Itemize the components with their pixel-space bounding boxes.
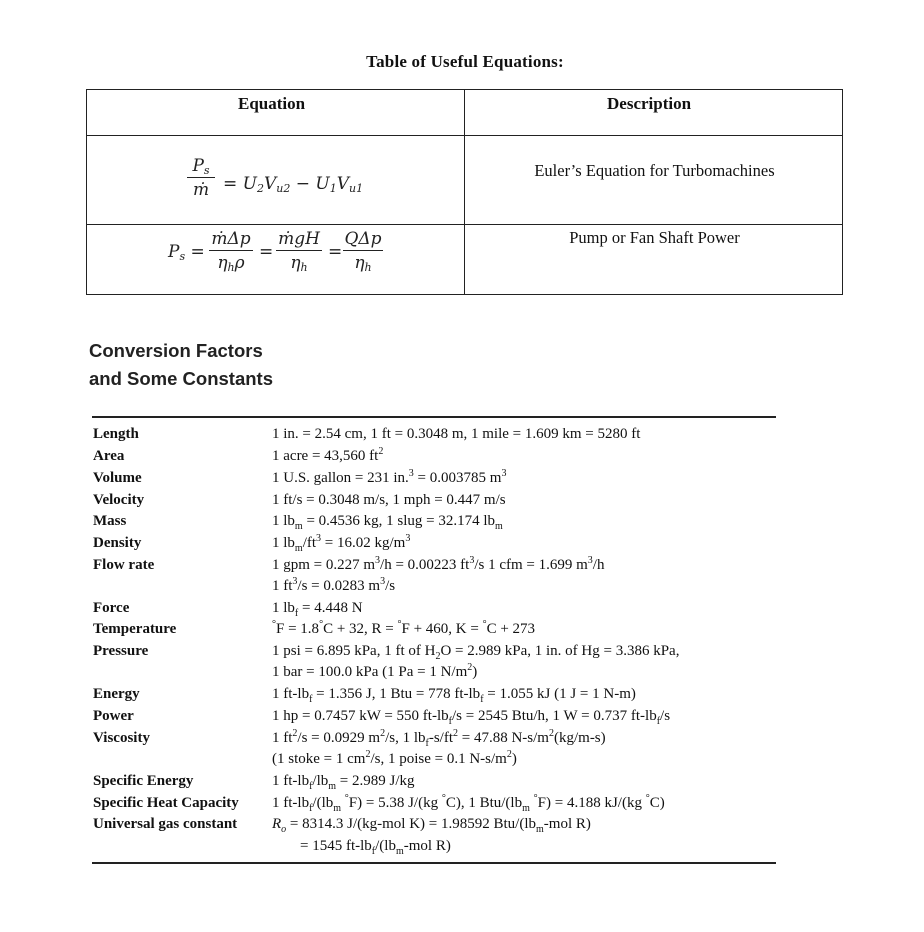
- equations-table: Equation Description $P_s$ ṁ = $U_2V_{u2} - U_1V_{u1}$ Euler’s Equation for Turbomachines $P_s$ = ṁΔp $\eta_h\rho$ = ṁgH $\eta_h$ = QΔp $\eta_h$ Pump or Fan Shaft Power: [86, 89, 843, 295]
- row-divider: [87, 224, 842, 225]
- description-header: Description: [607, 94, 692, 113]
- fraction-ps-over-mdot: $P_s$ ṁ: [187, 156, 215, 200]
- row-value: 1 psi = 6.895 kPa, 1 ft of $H_2O = 2.989$ kPa, 1 in. of Hg = 3.386 kPa,: [272, 643, 680, 662]
- row-label: Temperature: [93, 621, 177, 637]
- row-value: $R_o = 8314.3$ J/(kg-mol K) = 1.98592 Btu/($lb_m$-mol R): [272, 816, 591, 835]
- row-value: 1 $ft-lb_f = 1.356$ J, 1 Btu = 778 $ft-lb_f = 1.055$ kJ (1 J = 1 N-m): [272, 686, 636, 705]
- ps-equals: $P_s$ =: [168, 242, 205, 263]
- row-value: 1 $ft-lb_f/lb_m = 2.989$ J/kg: [272, 773, 415, 792]
- row-value: 1 hp = 0.7457 kW = 550 $ft-lb_f/s = 2545$ Btu/h, 1 W = 0.737 $ft-lb_f/s$: [272, 708, 671, 727]
- row-label: Velocity: [93, 492, 145, 508]
- column-divider: [464, 90, 465, 294]
- row-value: 1 in. = 2.54 cm, 1 ft = 0.3048 m, 1 mile = 1.609 km = 5280 ft: [272, 426, 641, 442]
- row-value: = 1545 $ft-lb_f/(lb_m$-mol R): [300, 838, 451, 857]
- fraction-mgh-over-eta: ṁgH $\eta_h$: [276, 229, 322, 273]
- top-rule: [92, 416, 776, 418]
- row-label: Length: [93, 426, 139, 442]
- row-value: °F = 1.8°C + 32, R = °F + 460, K = °C + 273: [272, 619, 536, 637]
- shaft-power-description: Pump or Fan Shaft Power: [569, 228, 740, 247]
- row-label: Force: [93, 600, 130, 616]
- euler-rhs: = $U_2V_{u2} - U_1V_{u1}$: [223, 174, 364, 195]
- bottom-rule: [92, 862, 776, 864]
- row-label: Area: [93, 448, 125, 464]
- conversion-heading-line2: and Some Constants: [89, 368, 273, 389]
- fraction-mdp-over-eta-rho: ṁΔp $\eta_h\rho$: [209, 229, 253, 273]
- header-divider: [87, 135, 842, 136]
- row-value: 1 $lb_m = 0.4536$ kg, 1 slug = 32.174 $lb_m$: [272, 513, 503, 532]
- row-label: Specific Energy: [93, 773, 194, 789]
- row-label: Flow rate: [93, 557, 155, 573]
- euler-description: Euler’s Equation for Turbomachines: [534, 161, 775, 180]
- row-value: 1 $ft^3/s = 0.0283$ $m^3/s$: [272, 576, 396, 594]
- row-value: 1 acre = 43,560 $ft^2$: [272, 446, 384, 464]
- row-label: Density: [93, 535, 142, 551]
- equation-header: Equation: [238, 94, 306, 113]
- row-value: 1 U.S. gallon = 231 in.$^3$ = 0.003785 $m^3$: [272, 468, 507, 486]
- row-label: Energy: [93, 686, 140, 702]
- conversion-heading-line1: Conversion Factors: [89, 340, 263, 361]
- row-value: 1 $lb_f = 4.448$ N: [272, 600, 363, 619]
- row-value: 1 ft/s = 0.3048 m/s, 1 mph = 0.447 m/s: [272, 492, 506, 508]
- row-label: Power: [93, 708, 134, 724]
- row-value: 1 gpm = 0.227 $m^3/h = 0.00223$ $ft^3/s$ 1 cfm = 1.699 $m^3/h$: [272, 555, 605, 573]
- row-label: Mass: [93, 513, 127, 529]
- row-value: (1 stoke = 1 $cm^2/s$, 1 poise = 0.1 $N-s/m^2$): [272, 749, 517, 767]
- row-label: Volume: [93, 470, 142, 486]
- page-title: Table of Useful Equations:: [366, 52, 564, 71]
- row-value: 1 $ft^2/s = 0.0929$ $m^2/s$, 1 $lb_f-s/ft^2 = 47.88$ $N-s/m^2(kg/m-s)$: [272, 728, 606, 749]
- row-label: Specific Heat Capacity: [93, 795, 239, 811]
- row-label: Viscosity: [93, 730, 150, 746]
- row-value: 1 $ft-lb_f/(lb_m$ °F) = 5.38 J/(kg °C), 1 Btu/($lb_m$ °F) = 4.188 kJ/(kg °C): [272, 793, 665, 814]
- row-label: Pressure: [93, 643, 149, 659]
- row-value: 1 bar = 100.0 kPa (1 Pa = 1 $N/m^2$): [272, 662, 478, 680]
- fraction-qdp-over-eta: QΔp $\eta_h$: [344, 229, 382, 274]
- row-label: Universal gas constant: [93, 816, 238, 832]
- row-value: 1 $lb_m/ft^3 = 16.02$ $kg/m^3$: [272, 533, 411, 554]
